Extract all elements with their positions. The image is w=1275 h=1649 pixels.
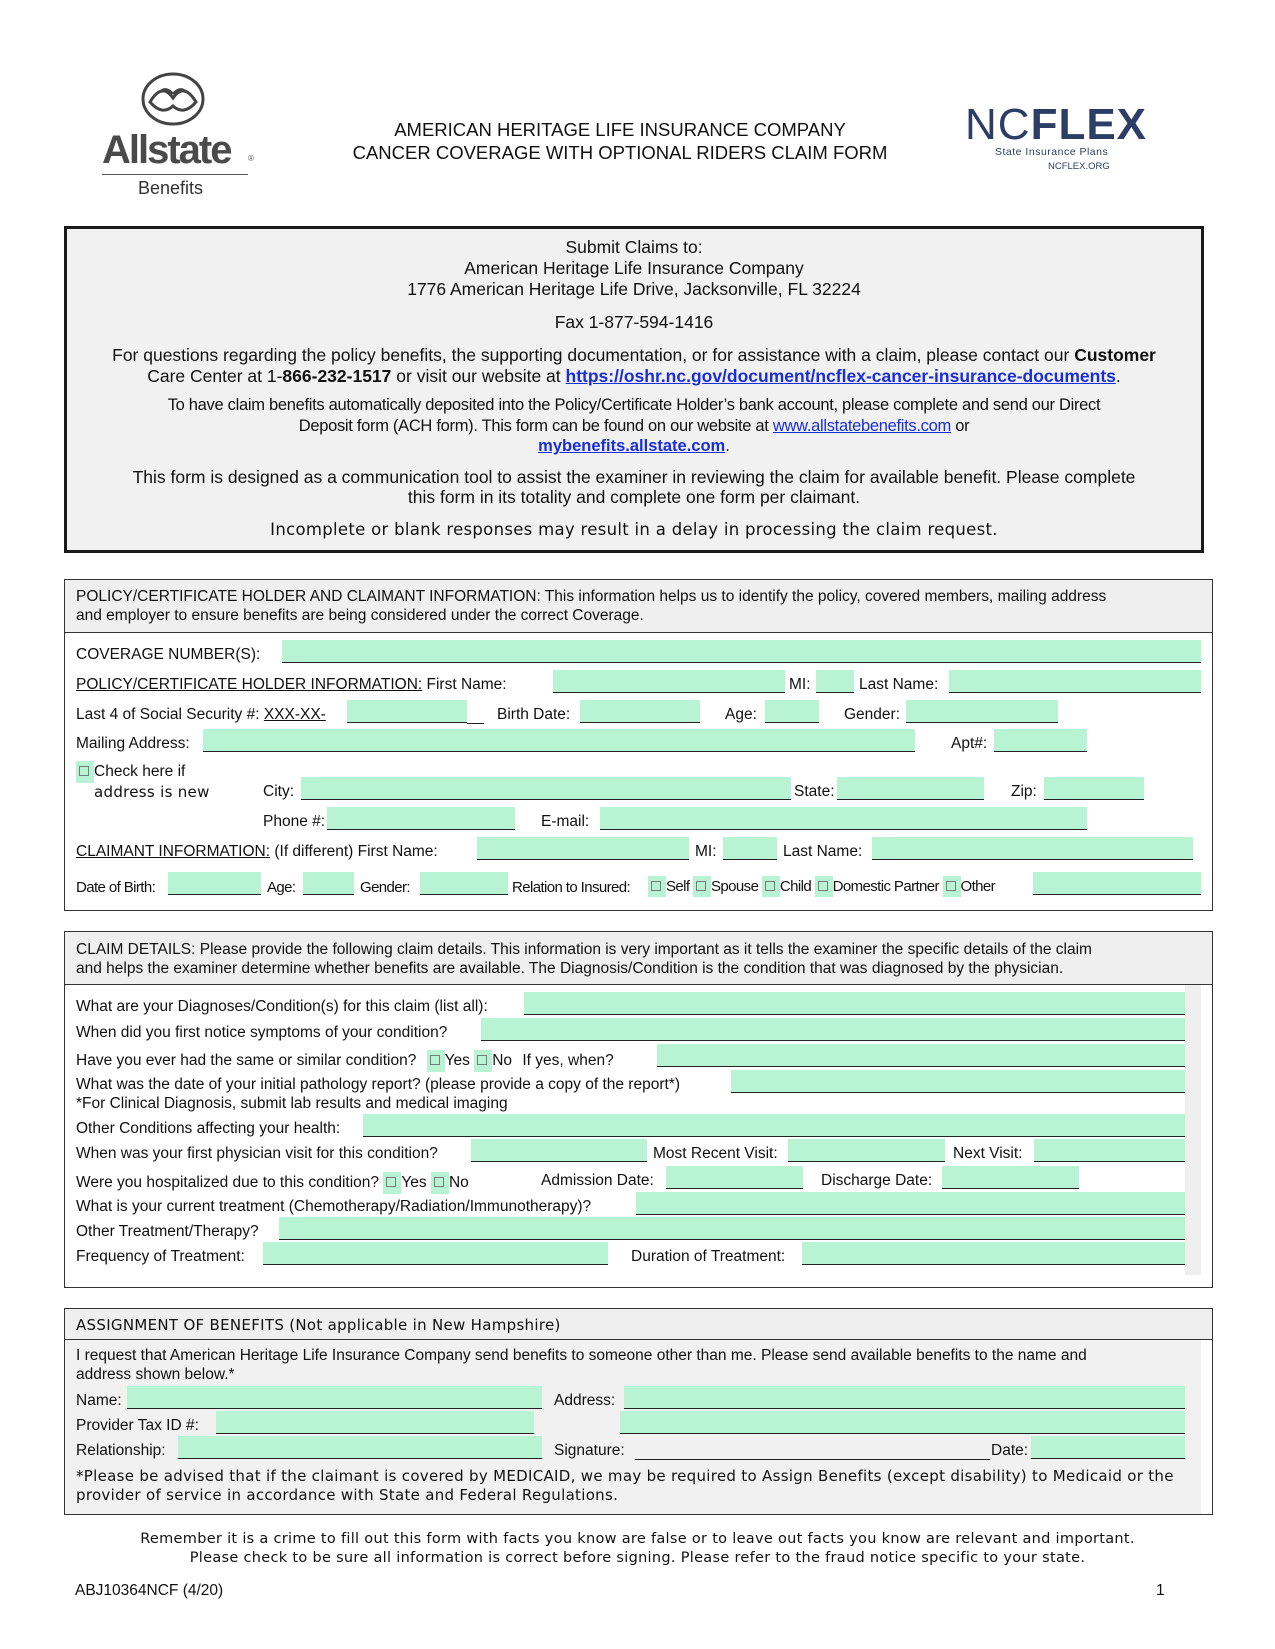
holder-last-name-label: Last Name:: [859, 676, 939, 693]
apt-field[interactable]: [994, 729, 1087, 752]
communication-line-1: This form is designed as a communication tool to assist the examiner in reviewing the claim for available benefit. Please complete: [132, 467, 1136, 487]
other-treatment-label: Other Treatment/Therapy?: [76, 1223, 259, 1240]
admission-label: Admission Date:: [541, 1172, 654, 1189]
allstate-hands-icon: [140, 72, 206, 126]
relation-domestic-label: Domestic Partner: [832, 878, 939, 895]
fraud-reminder-line-1: Remember it is a crime to fill out this form with facts you know are false or to leave out facts you know are relevant and important.: [140, 1531, 1135, 1547]
claimant-first-name-label: CLAIMANT INFORMATION: (If different) First Name:: [76, 843, 438, 860]
relation-spouse-checkbox[interactable]: [696, 881, 706, 891]
company-name: AMERICAN HERITAGE LIFE INSURANCE COMPANY: [394, 119, 846, 140]
assign-address-field[interactable]: [624, 1386, 1185, 1409]
next-visit-field[interactable]: [1034, 1139, 1185, 1162]
holder-first-name-field[interactable]: [553, 670, 785, 693]
claim-right-margin: [1185, 985, 1201, 1275]
hospitalized-label: Were you hospitalized due to this condition? Yes No: [76, 1172, 469, 1194]
relation-spouse-label: Spouse: [711, 878, 759, 895]
relation-domestic-checkbox[interactable]: [818, 881, 828, 891]
claimant-age-field[interactable]: [303, 872, 354, 895]
registered-mark: ®: [248, 154, 254, 163]
relation-other-field[interactable]: [1033, 872, 1201, 895]
zip-field[interactable]: [1044, 777, 1144, 800]
holder-mi-label: MI:: [789, 676, 811, 693]
assignment-header: ASSIGNMENT OF BENEFITS (Not applicable in New Hampshire): [76, 1316, 561, 1334]
hospitalized-no-checkbox[interactable]: [434, 1177, 444, 1187]
diagnoses-field[interactable]: [524, 992, 1185, 1015]
questions-line-1: For questions regarding the policy benefits, the supporting documentation, or for assistance with a claim, please contact our Customer: [112, 345, 1156, 365]
other-treatment-field[interactable]: [279, 1217, 1185, 1240]
relation-label: Relation to Insured:: [512, 879, 631, 896]
address-new-checkbox[interactable]: [79, 766, 89, 776]
signature-label: Signature:: [554, 1442, 625, 1459]
other-conditions-field[interactable]: [363, 1114, 1185, 1137]
form-code: ABJ10364NCF (4/20): [75, 1582, 224, 1599]
claimant-mi-label: MI:: [695, 843, 717, 860]
coverage-number-field[interactable]: [282, 640, 1201, 663]
recent-visit-field[interactable]: [788, 1139, 945, 1162]
mybenefits-link[interactable]: mybenefits.allstate.com: [538, 437, 726, 455]
incomplete-warning: Incomplete or blank responses may result in a delay in processing the claim request.: [270, 520, 998, 539]
ssn-label: Last 4 of Social Security #: XXX-XX-: [76, 706, 326, 723]
assign-date-field[interactable]: [1031, 1436, 1185, 1459]
policy-header-line-2: and employer to ensure benefits are being considered under the correct Coverage.: [76, 607, 644, 624]
ncflex-url: NCFLEX.ORG: [1048, 161, 1110, 172]
state-field[interactable]: [837, 777, 984, 800]
birth-date-field[interactable]: [580, 700, 700, 723]
medicaid-note-line-2: provider of service in accordance with State and Federal Regulations.: [76, 1486, 619, 1504]
assign-address-label: Address:: [554, 1392, 616, 1409]
assign-date-label: Date:: [991, 1442, 1029, 1459]
dob-field[interactable]: [168, 872, 261, 895]
claim-details-section: [64, 931, 1213, 1288]
holder-mi-field[interactable]: [816, 670, 854, 693]
direct-deposit-line-3: mybenefits.allstate.com.: [538, 437, 730, 455]
current-treatment-field[interactable]: [636, 1192, 1185, 1215]
assignment-section: [64, 1308, 1213, 1515]
address-new-checkbox-label: Check here if: [76, 761, 185, 783]
coverage-number-label: COVERAGE NUMBER(S):: [76, 646, 261, 663]
logo-divider: [102, 174, 248, 175]
hospitalized-yes-checkbox[interactable]: [386, 1177, 396, 1187]
submit-fax: Fax 1-877-594-1416: [554, 312, 714, 332]
mailing-address-field[interactable]: [203, 729, 915, 752]
first-visit-label: When was your first physician visit for this condition?: [76, 1145, 438, 1162]
relation-self-label: Self: [666, 878, 690, 895]
relation-options: [648, 876, 995, 897]
address-new-label-2: address is new: [94, 783, 210, 801]
assign-name-label: Name:: [76, 1392, 122, 1409]
claim-section-header: [65, 932, 1212, 985]
signature-line[interactable]: [635, 1439, 990, 1460]
frequency-label: Frequency of Treatment:: [76, 1248, 245, 1265]
form-name: CANCER COVERAGE WITH OPTIONAL RIDERS CLAIM FORM: [352, 142, 888, 163]
phone-field[interactable]: [327, 807, 515, 830]
assignment-section-header: [65, 1309, 1212, 1340]
form-title: [300, 118, 940, 164]
discharge-label: Discharge Date:: [821, 1172, 933, 1189]
allstatebenefits-link[interactable]: www.allstatebenefits.com: [772, 417, 951, 435]
oshr-documents-link[interactable]: https://oshr.nc.gov/document/ncflex-cancer-insurance-documents: [565, 366, 1116, 386]
city-field[interactable]: [301, 777, 791, 800]
ncflex-subtitle: State Insurance Plans: [995, 146, 1109, 158]
first-visit-field[interactable]: [471, 1139, 647, 1162]
relationship-field[interactable]: [178, 1436, 542, 1459]
direct-deposit-line-1: To have claim benefits automatically deposited into the Policy/Certificate Holder’s bank account, please complete and send our Direct: [167, 396, 1101, 414]
benefits-wordmark: Benefits: [138, 178, 204, 198]
submit-address: 1776 American Heritage Life Drive, Jacksonville, FL 32224: [407, 279, 861, 299]
submit-claims-box: [64, 226, 1204, 553]
ssn-last4-field[interactable]: [347, 700, 467, 723]
symptoms-field[interactable]: [481, 1018, 1185, 1041]
pathology-note: *For Clinical Diagnosis, submit lab results and medical imaging: [76, 1095, 508, 1112]
duration-field[interactable]: [802, 1242, 1185, 1265]
apt-label: Apt#:: [951, 735, 988, 752]
email-label: E-mail:: [541, 813, 590, 830]
claim-header-line-2: and helps the examiner determine whether benefits are available. The Diagnosis/Condition is the condition that was diagnosed by the physician.: [76, 960, 1064, 977]
same-condition-label: Have you ever had the same or similar condition? Yes No If yes, when?: [76, 1050, 614, 1072]
provider-tax-field[interactable]: [216, 1411, 534, 1434]
claimant-first-name-field[interactable]: [477, 837, 689, 860]
medicaid-note-line-1: *Please be advised that if the claimant is covered by MEDICAID, we may be required to Assign Benefits (except disability) to Medicaid or the: [76, 1467, 1174, 1485]
assign-name-field[interactable]: [127, 1386, 542, 1409]
assignment-request-line-2: address shown below.*: [76, 1366, 235, 1383]
age-label: Age:: [725, 706, 757, 723]
claimant-gender-label: Gender:: [360, 879, 410, 896]
age-field[interactable]: [765, 700, 819, 723]
current-treatment-label: What is your current treatment (Chemotherapy/Radiation/Immunotherapy)?: [76, 1198, 592, 1215]
page-number: 1: [1156, 1582, 1165, 1599]
recent-visit-label: Most Recent Visit:: [653, 1145, 778, 1162]
holder-last-name-field[interactable]: [949, 670, 1201, 693]
state-label: State:: [794, 783, 835, 800]
same-condition-no-checkbox[interactable]: [477, 1055, 487, 1065]
email-field[interactable]: [600, 807, 1087, 830]
birth-date-label: Birth Date:: [497, 706, 571, 723]
claimant-mi-field[interactable]: [723, 837, 777, 860]
mailing-address-label: Mailing Address:: [76, 735, 190, 752]
assignment-request-line-1: I request that American Heritage Life Insurance Company send benefits to someone other than me. Please send available benefits to the name and: [76, 1347, 1087, 1364]
phone-label: Phone #:: [263, 813, 326, 830]
relation-other-label: Other: [960, 878, 996, 895]
next-visit-label: Next Visit:: [953, 1145, 1023, 1162]
holder-first-name-label: POLICY/CERTIFICATE HOLDER INFORMATION: First Name:: [76, 676, 507, 693]
ssn-underline: [467, 703, 484, 724]
claimant-last-name-field[interactable]: [872, 837, 1193, 860]
policy-holder-section: [64, 579, 1213, 911]
admission-date-field[interactable]: [666, 1166, 803, 1189]
gender-field[interactable]: [906, 700, 1058, 723]
diagnoses-label: What are your Diagnoses/Condition(s) for this claim (list all):: [76, 998, 488, 1015]
relation-child-checkbox[interactable]: [765, 881, 775, 891]
pathology-label: What was the date of your initial pathology report? (please provide a copy of the report*): [76, 1076, 680, 1093]
questions-line-2: Care Center at 1-866-232-1517 or visit our website at https://oshr.nc.gov/document/ncflex-cancer-insurance-documents.: [147, 366, 1121, 386]
fraud-reminder-line-2: Please check to be sure all information is correct before signing. Please refer to the fraud notice specific to your state.: [189, 1550, 1086, 1566]
same-condition-yes-checkbox[interactable]: [430, 1055, 440, 1065]
allstate-benefits-logo: [96, 70, 256, 200]
allstate-wordmark: Allstate: [102, 128, 231, 172]
assign-address-field-2[interactable]: [620, 1411, 1185, 1434]
policy-section-header: [65, 580, 1212, 633]
claimant-age-label: Age:: [267, 879, 296, 896]
direct-deposit-line-2: Deposit form (ACH form). This form can be found on our website at www.allstatebenefits.com or: [298, 417, 970, 435]
ncflex-wordmark: NCFLEX: [965, 100, 1148, 149]
ncflex-logo: [965, 100, 1205, 180]
same-condition-when-field[interactable]: [657, 1044, 1185, 1067]
claim-header-line-1: CLAIM DETAILS: Please provide the following claim details. This information is very important as it tells the examiner the specific details of the claim: [76, 941, 1092, 958]
communication-line-2: this form in its totality and complete one form per claimant.: [407, 487, 861, 507]
submit-company: American Heritage Life Insurance Company: [464, 258, 804, 278]
frequency-field[interactable]: [263, 1242, 608, 1265]
claimant-last-name-label: Last Name:: [783, 843, 863, 860]
other-conditions-label: Other Conditions affecting your health:: [76, 1120, 341, 1137]
zip-label: Zip:: [1011, 783, 1037, 800]
provider-tax-label: Provider Tax ID #:: [76, 1417, 199, 1434]
relationship-label: Relationship:: [76, 1442, 166, 1459]
duration-label: Duration of Treatment:: [631, 1248, 786, 1265]
relation-self-checkbox[interactable]: [651, 881, 661, 891]
policy-header-line-1: POLICY/CERTIFICATE HOLDER AND CLAIMANT INFORMATION: This information helps us to identify the policy, covered members, mailing address: [76, 588, 1107, 605]
dob-label: Date of Birth:: [76, 879, 156, 896]
symptoms-label: When did you first notice symptoms of your condition?: [76, 1024, 448, 1041]
relation-other-checkbox[interactable]: [946, 881, 956, 891]
relation-child-label: Child: [779, 878, 812, 895]
pathology-date-field[interactable]: [731, 1070, 1185, 1093]
city-label: City:: [263, 783, 294, 800]
gender-label: Gender:: [844, 706, 901, 723]
submit-heading: Submit Claims to:: [565, 237, 703, 257]
claimant-gender-field[interactable]: [420, 872, 508, 895]
discharge-date-field[interactable]: [942, 1166, 1079, 1189]
